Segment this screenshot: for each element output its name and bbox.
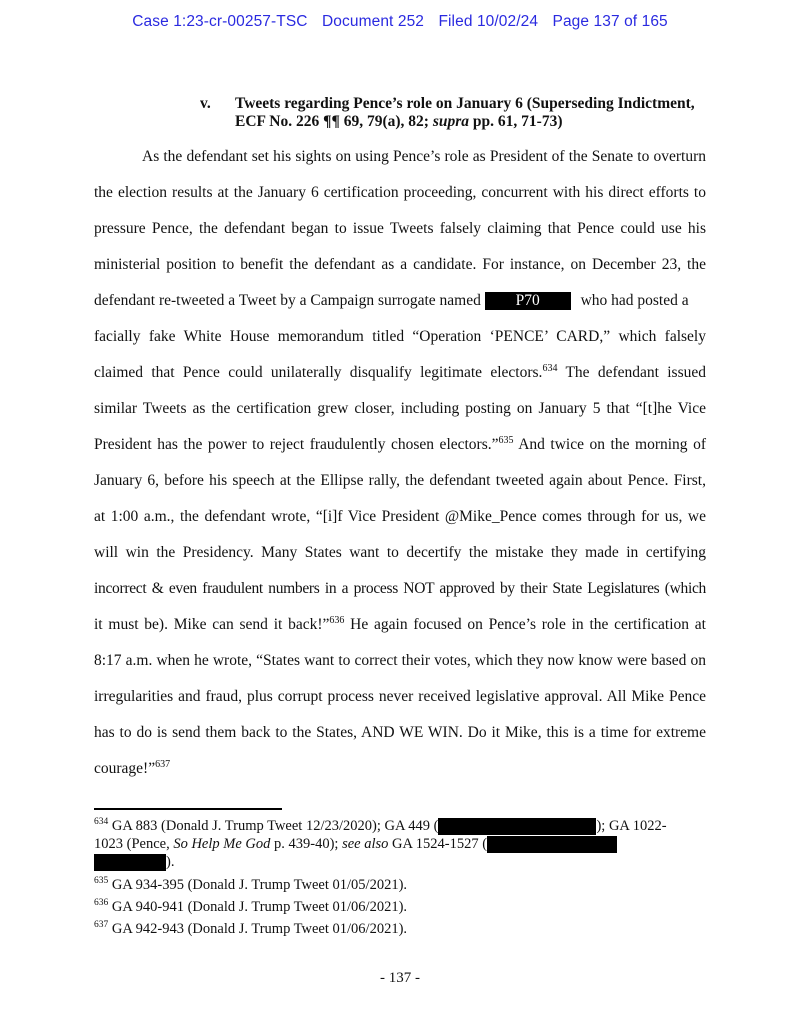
- body-line: President has the power to reject fraudulently chosen electors.”$^{635}$ And twice on the morning of: [94, 434, 706, 453]
- body-line: it must be). Mike can send it back!”$^{636}$ He again focused on Pence’s role in the certification at: [94, 614, 706, 633]
- body-line: courage!”$^{637}$: [94, 758, 171, 777]
- body-line: pressure Pence, the defendant began to issue Tweets falsely claiming that Pence could use his: [94, 220, 706, 237]
- body-line: at 1:00 a.m., the defendant wrote, “[i]f Vice President @Mike_Pence comes through for us, we: [94, 508, 706, 525]
- redaction-box: [487, 836, 617, 853]
- body-line: facially fake White House memorandum titled “Operation ‘PENCE’ CARD,” which falsely: [94, 328, 706, 345]
- footnote-636: $^{636}$ GA 940-941 (Donald J. Trump Tweet 01/06/2021).: [94, 898, 408, 915]
- page-count: Page 137 of 165: [552, 13, 668, 30]
- body-line: irregularities and fraud, plus corrupt process never received legislative approval. All Mike Pence: [94, 688, 706, 705]
- footnote-number: 635: [94, 876, 109, 887]
- footnote-separator: [94, 808, 282, 810]
- footnote-634: $^{634}$ GA 883 (Donald J. Trump Tweet 12/23/2020); GA 449 ( ); GA 1022-: [94, 817, 667, 834]
- case-header: [0, 13, 800, 31]
- redaction-box: [94, 854, 166, 871]
- footnote-number: 636: [94, 898, 109, 909]
- footnote-ref: 637: [155, 758, 171, 770]
- body-line: similar Tweets as the certification grew closer, including posting on January 5 that “[t]he Vice: [94, 400, 706, 417]
- section-number: v.: [200, 95, 211, 112]
- body-line: incorrect & even fraudulent numbers in a process NOT approved by their State Legislatures (which: [94, 580, 706, 597]
- document-number: Document 252: [322, 13, 425, 30]
- case-number: Case 1:23-cr-00257-TSC: [132, 13, 308, 30]
- filed-date: Filed 10/02/24: [438, 13, 539, 30]
- section-title-line-2: ECF No. 226 ¶¶ 69, 79(a), 82; supra pp. 61, 71-73): [235, 113, 563, 130]
- section-title: [235, 95, 715, 131]
- body-line: January 6, before his speech at the Ellipse rally, the defendant tweeted again about Pence. First,: [94, 472, 706, 489]
- body-line: the election results at the January 6 certification proceeding, concurrent with his direct efforts to: [94, 184, 706, 201]
- body-line: ministerial position to benefit the defendant as a candidate. For instance, on December 23, the: [94, 256, 706, 273]
- footnote-ref: 636: [329, 614, 345, 626]
- footnote-634-line-3: ).: [94, 854, 706, 871]
- body-line: As the defendant set his sights on using Pence’s role as President of the Senate to overturn: [142, 148, 706, 165]
- footnote-number: 637: [94, 920, 109, 931]
- footnote-ref: 634: [542, 362, 558, 374]
- footnote-number: 634: [94, 817, 109, 828]
- body-line: claimed that Pence could unilaterally disqualify legitimate electors.$^{634}$ The defendant issued: [94, 362, 706, 381]
- footnote-637: $^{637}$ GA 942-943 (Donald J. Trump Tweet 01/06/2021).: [94, 920, 408, 937]
- body-line: has to do is send them back to the States, AND WE WIN. Do it Mike, this is a time for extreme: [94, 724, 706, 741]
- page-number: - 137 -: [380, 970, 420, 986]
- footnote-ref: 635: [498, 434, 514, 446]
- body-line: defendant re-tweeted a Tweet by a Campaign surrogate named P70 who had posted a: [94, 292, 689, 310]
- body-line: will win the Presidency. Many States want to decertify the mistake they made in certifying: [94, 544, 706, 561]
- footnote-634-line-2: 1023 (Pence, So Help Me God p. 439-40); see also GA 1524-1527 (: [94, 836, 706, 853]
- section-title-line-1: Tweets regarding Pence’s role on January 6 (Superseding Indictment,: [235, 95, 695, 112]
- footnote-635: $^{635}$ GA 934-395 (Donald J. Trump Tweet 01/05/2021).: [94, 876, 408, 893]
- redaction-box: [438, 818, 596, 835]
- body-line: 8:17 a.m. when he wrote, “States want to correct their votes, which they now know were based on: [94, 652, 706, 669]
- redaction-box: P70: [485, 292, 571, 310]
